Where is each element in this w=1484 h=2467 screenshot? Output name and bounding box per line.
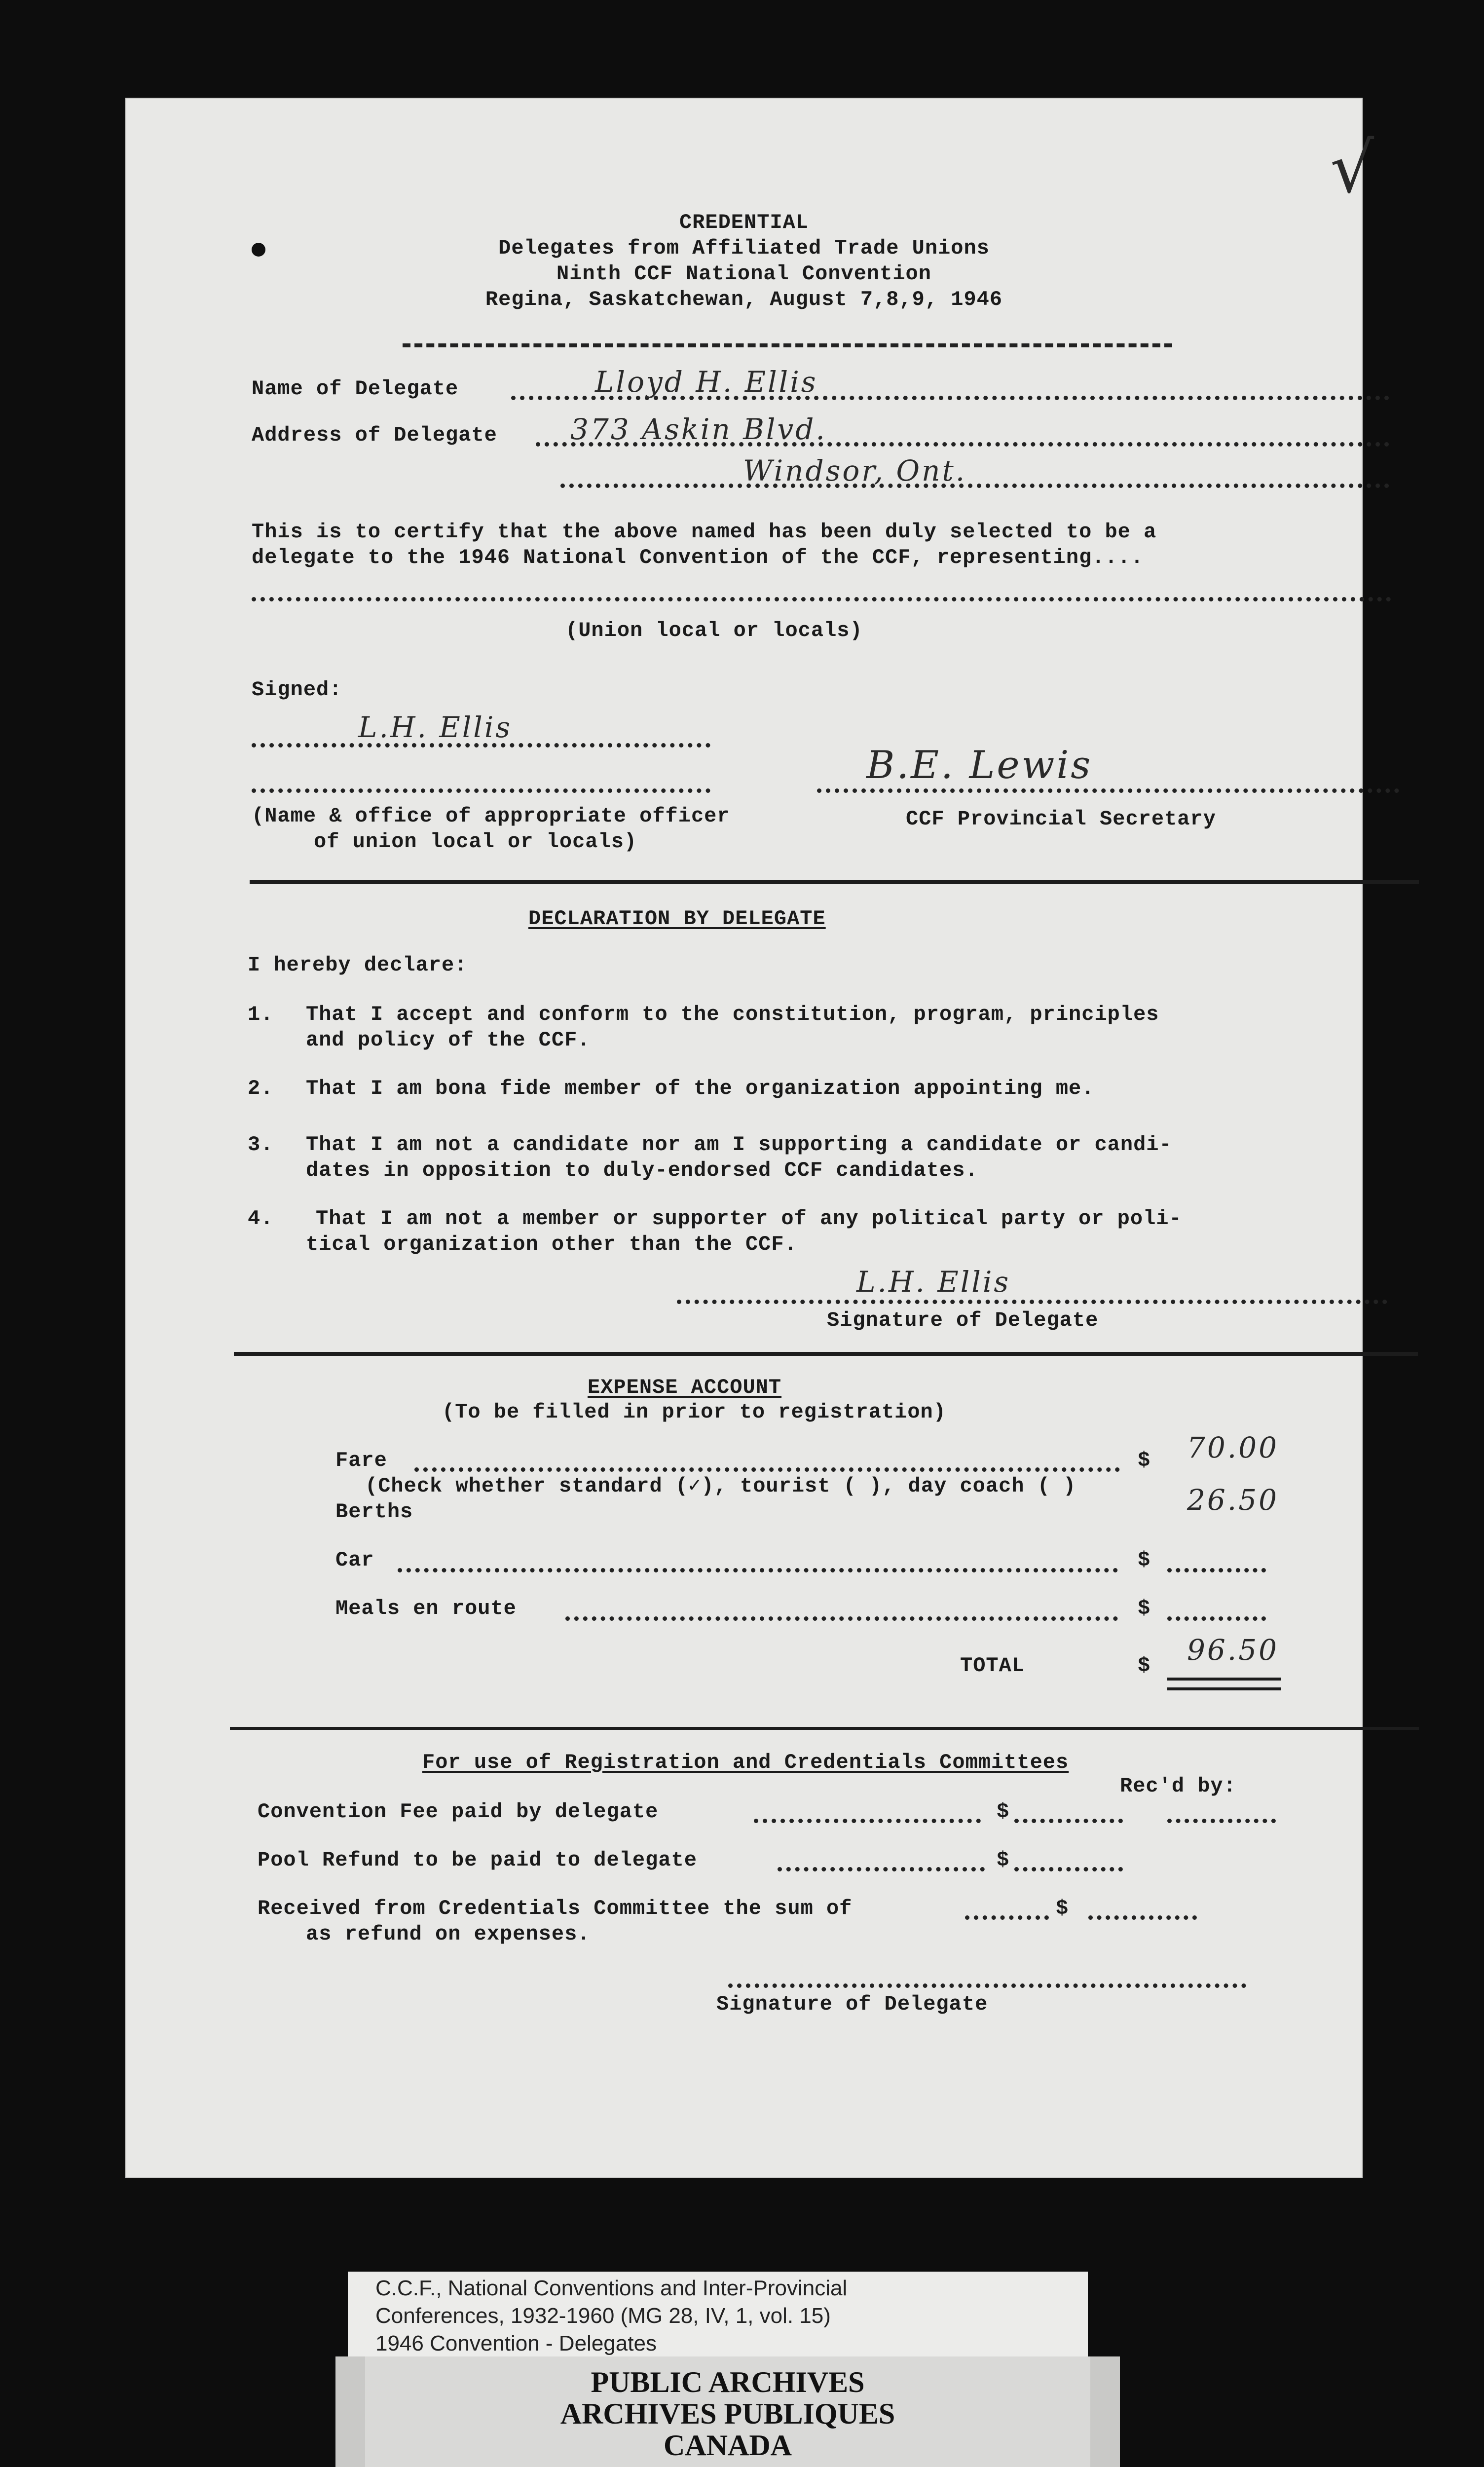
stamp-line-1: PUBLIC ARCHIVES: [591, 2366, 865, 2398]
total-underline-2: [1167, 1687, 1281, 1690]
final-signature-caption: Signature of Delegate: [716, 1992, 988, 2016]
secretary-signature: B.E. Lewis: [866, 743, 1093, 787]
declaration-item-number: 2.: [248, 1077, 274, 1100]
convention-fee-dotted-line: [754, 1819, 981, 1823]
total-label: TOTAL: [960, 1654, 1025, 1678]
final-signature-line: [728, 1983, 1246, 1988]
total-underline-1: [1167, 1678, 1281, 1681]
fare-value: 70.00: [1187, 1431, 1279, 1464]
section-divider-2: [234, 1352, 1418, 1356]
total-value: 96.50: [1187, 1633, 1279, 1667]
form-subtitle: Delegates from Affiliated Trade Unions: [498, 236, 990, 260]
credential-form-page: [126, 99, 1376, 2177]
officer-caption-line-2: of union local or locals): [314, 830, 637, 854]
address-dotted-line-2: [560, 484, 1389, 488]
public-archives-stamp: [335, 2356, 1120, 2467]
stamp-line-2: ARCHIVES PUBLIQUES: [560, 2397, 895, 2430]
expense-account-subtitle: (To be filled in prior to registration): [442, 1400, 946, 1424]
pool-refund-label: Pool Refund to be paid to delegate: [258, 1848, 697, 1872]
fare-dotted-line: [414, 1467, 1120, 1472]
convention-fee-currency: $: [997, 1800, 1010, 1824]
declaration-item-number: 3.: [248, 1133, 274, 1157]
pool-refund-amount-line: [1014, 1867, 1123, 1871]
meals-currency: $: [1138, 1597, 1151, 1620]
registration-committee-title: For use of Registration and Credentials Committees: [422, 1751, 1069, 1774]
archive-reference-line-3: 1946 Convention - Delegates: [375, 2331, 657, 2355]
stamp-left-edge: [335, 2356, 365, 2467]
secretary-signature-line: [817, 788, 1399, 793]
received-sum-currency: $: [1056, 1897, 1069, 1920]
signed-label: Signed:: [252, 678, 342, 702]
received-from-committee-line-1: Received from Credentials Committee the sum of: [258, 1897, 853, 1920]
union-dotted-line: [252, 597, 1391, 601]
stamp-line-3: CANADA: [664, 2429, 792, 2462]
received-by-label: Rec'd by:: [1120, 1774, 1236, 1798]
car-amount-line: [1167, 1568, 1266, 1572]
convention-location-date: Regina, Saskatchewan, August 7,8,9, 1946: [485, 288, 1003, 311]
delegate-signature-caption: Signature of Delegate: [827, 1308, 1099, 1332]
expense-account-title: EXPENSE ACCOUNT: [588, 1376, 782, 1399]
archive-reference-line-1: C.C.F., National Conventions and Inter-Provincial: [375, 2276, 848, 2300]
declaration-title: DECLARATION BY DELEGATE: [528, 907, 826, 931]
car-currency: $: [1138, 1548, 1151, 1572]
ticket-class-check-line: (Check whether standard (✓), tourist ( ), day coach ( ): [365, 1474, 1076, 1498]
total-currency: $: [1138, 1654, 1151, 1678]
secretary-caption: CCF Provincial Secretary: [906, 807, 1216, 831]
berths-value: 26.50: [1187, 1483, 1279, 1517]
address-of-delegate-label: Address of Delegate: [252, 423, 497, 447]
address-line-1-value: 373 Askin Blvd.: [570, 412, 827, 446]
corner-check-mark: √: [1330, 128, 1376, 209]
stamp-right-edge: [1090, 2356, 1120, 2467]
meals-dotted-line: [565, 1616, 1118, 1621]
header-divider: [403, 343, 1172, 347]
certify-text-line-2: delegate to the 1946 National Convention of the CCF, representing....: [252, 546, 1144, 569]
declaration-item-4-line-1: That I am not a member or supporter of any political party or poli-: [316, 1207, 1182, 1231]
declaration-item-number: 1.: [248, 1003, 274, 1026]
union-local-caption: (Union local or locals): [565, 619, 863, 642]
berths-label: Berths: [335, 1500, 413, 1524]
convention-name: Ninth CCF National Convention: [556, 262, 931, 286]
declaration-item-4-line-2: tical organization other than the CCF.: [306, 1233, 797, 1256]
declaration-item-number: 4.: [248, 1207, 274, 1231]
fare-label: Fare: [335, 1449, 387, 1472]
car-dotted-line: [398, 1568, 1118, 1572]
delegate-signature-line: [677, 1300, 1387, 1304]
car-label: Car: [335, 1548, 374, 1572]
pool-refund-currency: $: [997, 1848, 1010, 1872]
received-by-line: [1167, 1819, 1276, 1823]
meals-amount-line: [1167, 1616, 1266, 1621]
form-title: CREDENTIAL: [679, 211, 809, 234]
officer-caption-line-1: (Name & office of appropriate officer: [252, 804, 730, 828]
declaration-item-1-line-1: That I accept and conform to the constitution, program, principles: [306, 1003, 1159, 1026]
declaration-item-3-line-2: dates in opposition to duly-endorsed CCF candidates.: [306, 1159, 978, 1182]
received-sum-dotted-line: [965, 1915, 1049, 1920]
name-of-delegate-label: Name of Delegate: [252, 377, 459, 401]
declaration-item-1-line-2: and policy of the CCF.: [306, 1028, 591, 1052]
fare-currency: $: [1138, 1449, 1151, 1472]
archive-reference-line-2: Conferences, 1932-1960 (MG 28, IV, 1, vol. 15): [375, 2304, 831, 2328]
certify-text-line-1: This is to certify that the above named has been duly selected to be a: [252, 520, 1157, 544]
section-divider-3: [230, 1727, 1419, 1730]
declaration-item-2-line-1: That I am bona fide member of the organization appointing me.: [306, 1077, 1095, 1100]
name-of-delegate-value: Lloyd H. Ellis: [595, 365, 818, 399]
section-divider-1: [250, 880, 1419, 884]
declaration-item-3-line-1: That I am not a candidate nor am I supporting a candidate or candi-: [306, 1133, 1172, 1157]
declaration-intro: I hereby declare:: [248, 953, 468, 977]
convention-fee-amount-line: [1014, 1819, 1123, 1823]
meals-label: Meals en route: [335, 1597, 517, 1620]
received-from-committee-line-2: as refund on expenses.: [306, 1922, 591, 1946]
received-sum-amount-line: [1088, 1915, 1197, 1920]
pool-refund-dotted-line: [778, 1867, 985, 1871]
officer-name-line: [252, 788, 710, 793]
delegate-signature: L.H. Ellis: [856, 1265, 1011, 1299]
archive-reference-label: [348, 2272, 1088, 2366]
address-line-2-value: Windsor, Ont.: [743, 454, 967, 487]
convention-fee-label: Convention Fee paid by delegate: [258, 1800, 659, 1824]
officer-signature: L.H. Ellis: [358, 710, 513, 744]
